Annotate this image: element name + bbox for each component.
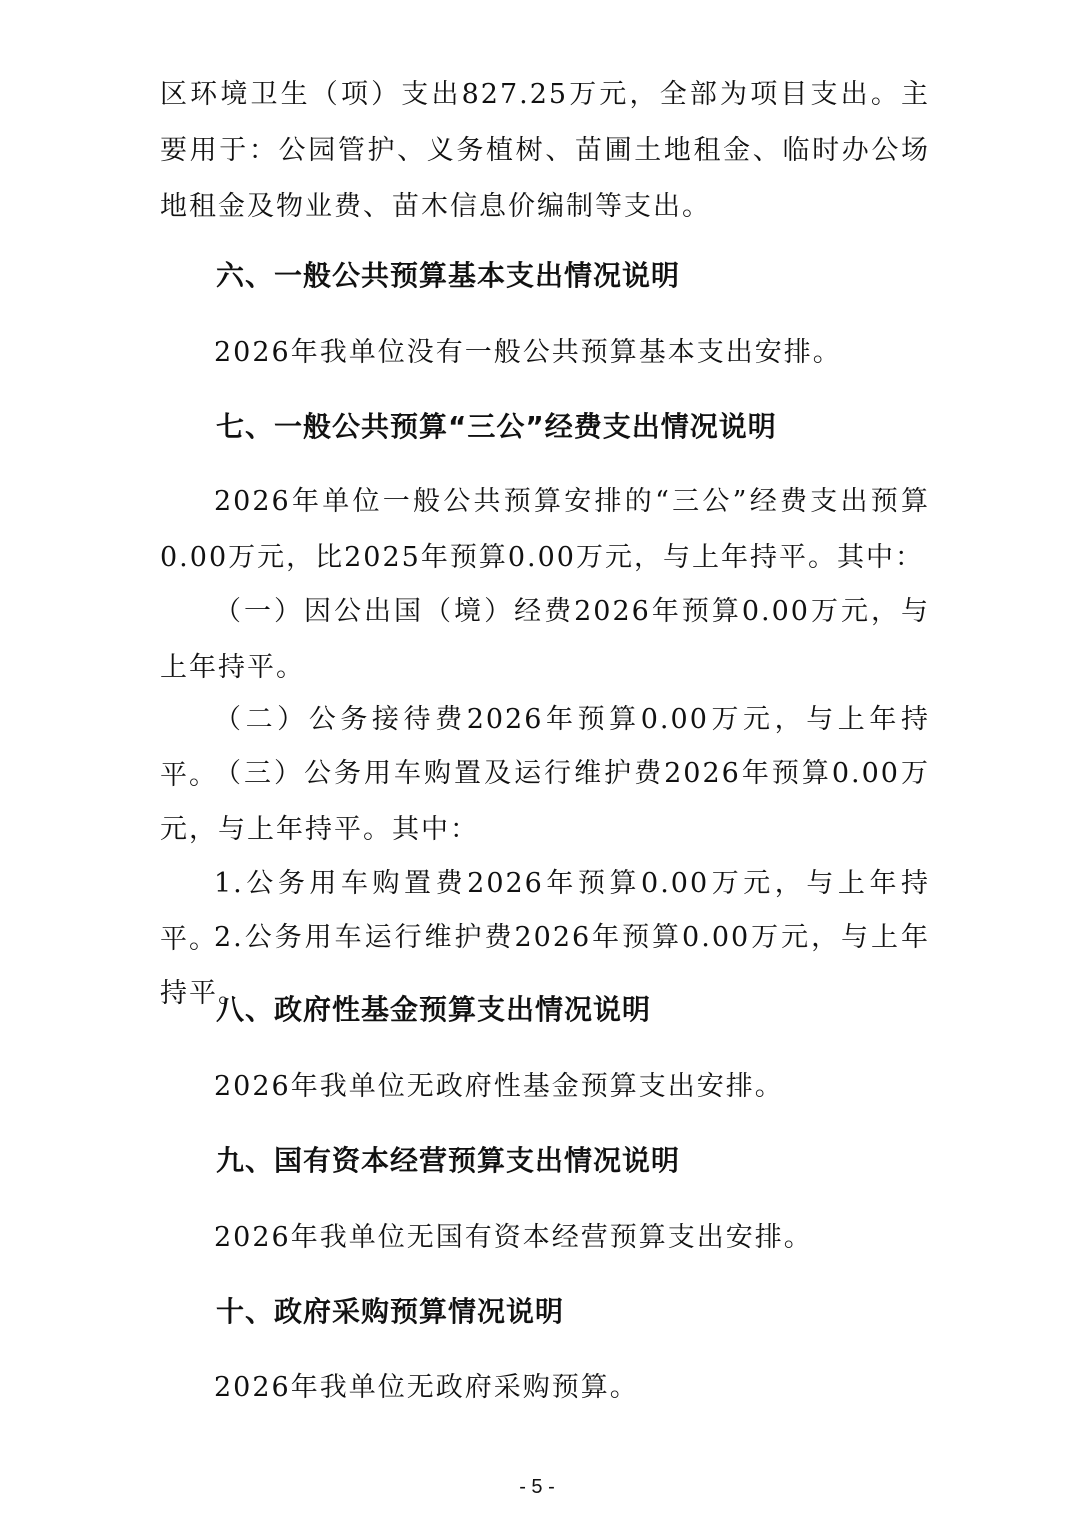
paragraph-section-7-item-1: [160, 584, 930, 696]
body-text: 2026年我单位无政府性基金预算支出安排。: [214, 1071, 784, 1102]
body-text: 区环境卫生（项）支出827.25万元，全部为项目支出。主要用于：公园管护、义务植树、苗圃土地租金、临时办公场地租金及物业费、苗木信息价编制等支出。: [160, 79, 930, 222]
section-heading: 十、政府采购预算情况说明: [216, 1295, 565, 1328]
heading-section-8: [160, 990, 930, 1030]
body-text: 2026年我单位没有一般公共预算基本支出安排。: [214, 337, 842, 368]
heading-section-10: [160, 1292, 930, 1332]
section-heading: 六、一般公共预算基本支出情况说明: [216, 259, 681, 292]
body-text: 2026年我单位无国有资本经营预算支出安排。: [214, 1222, 813, 1253]
paragraph-section-9: [160, 1210, 930, 1266]
paragraph-section-7-item-3: [160, 746, 930, 858]
body-text: 2026年单位一般公共预算安排的“三公”经费支出预算0.00万元，比2025年预算0.00万元，与上年持平。其中：: [160, 486, 930, 573]
page-number: - 5 -: [519, 1476, 555, 1498]
heading-section-7: [160, 407, 930, 447]
section-heading: 九、国有资本经营预算支出情况说明: [216, 1144, 681, 1177]
paragraph-section-7-intro: [160, 474, 930, 586]
paragraph-env-sanitation: [160, 67, 930, 235]
heading-section-9: [160, 1141, 930, 1181]
body-text: （二）公务接待费2026年预算0.00万元，与上年持平。: [160, 704, 930, 791]
body-text: 2026年我单位无政府采购预算。: [214, 1372, 639, 1403]
section-heading: 七、一般公共预算“三公”经费支出情况说明: [216, 410, 777, 443]
paragraph-section-8: [160, 1059, 930, 1115]
body-text: （一）因公出国（境）经费2026年预算0.00万元，与上年持平。: [160, 596, 930, 683]
body-text: 1.公务用车购置费2026年预算0.00万元，与上年持平。: [160, 868, 930, 955]
heading-section-6: [160, 256, 930, 296]
paragraph-section-10: [160, 1360, 930, 1416]
paragraph-section-6: [160, 325, 930, 381]
body-text: （三）公务用车购置及运行维护费2026年预算0.00万元，与上年持平。其中：: [160, 758, 930, 845]
section-heading: 八、政府性基金预算支出情况说明: [216, 993, 652, 1026]
body-text: 2.公务用车运行维护费2026年预算0.00万元，与上年持平。: [160, 922, 930, 1009]
